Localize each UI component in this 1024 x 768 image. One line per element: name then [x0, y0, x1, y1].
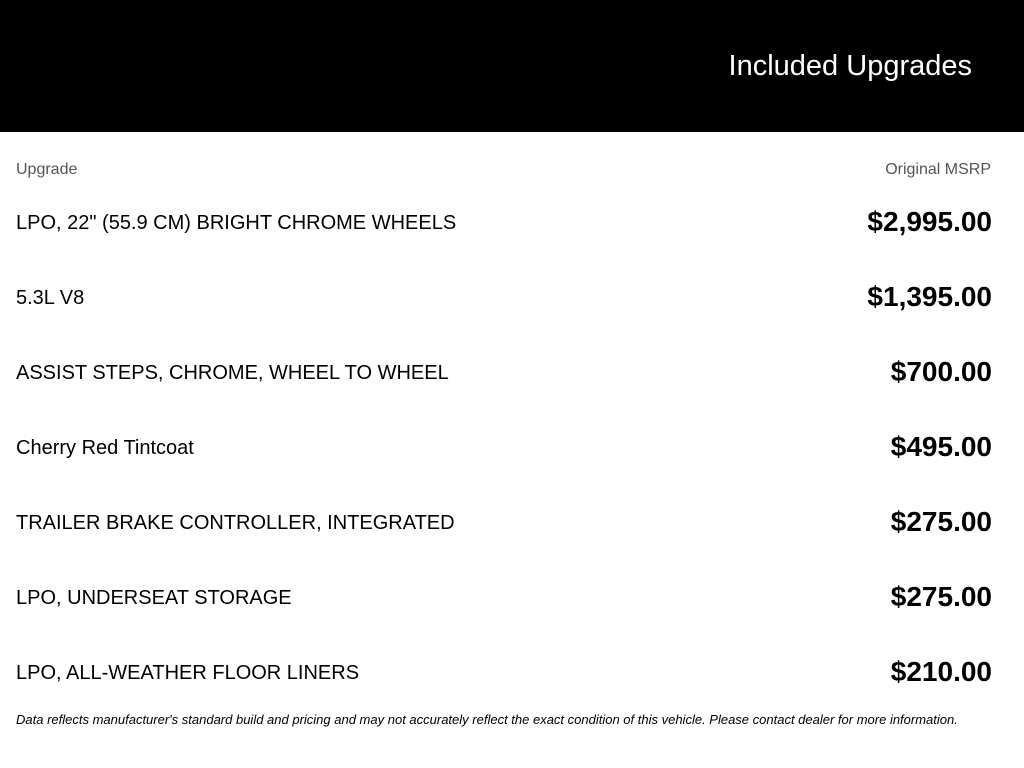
upgrade-price: $2,995.00 — [867, 206, 992, 237]
page-title: Included Upgrades — [728, 50, 972, 82]
list-item — [0, 260, 1024, 335]
list-item — [0, 485, 1024, 560]
list-item — [0, 335, 1024, 410]
list-item — [0, 185, 1024, 260]
upgrade-price: $495.00 — [890, 431, 992, 462]
list-item — [0, 560, 1024, 635]
list-item — [0, 410, 1024, 485]
upgrade-name: 5.3L V8 — [16, 287, 85, 309]
list-item — [0, 635, 1024, 710]
disclaimer-text: Data reflects manufacturer's standard build and pricing and may not accurately reflect the exact condition of this vehicle. Please contact dealer for more information. — [16, 712, 958, 727]
upgrade-price: $275.00 — [890, 581, 992, 612]
upgrade-price: $210.00 — [890, 656, 992, 687]
column-header-msrp: Original MSRP — [885, 161, 991, 178]
upgrade-price: $700.00 — [890, 356, 992, 387]
upgrades-list — [0, 185, 1024, 710]
column-header-upgrade: Upgrade — [16, 161, 78, 178]
upgrade-name: ASSIST STEPS, CHROME, WHEEL TO WHEEL — [16, 362, 449, 384]
upgrade-name: LPO, UNDERSEAT STORAGE — [16, 587, 292, 609]
upgrade-price: $275.00 — [890, 506, 992, 537]
upgrade-price: $1,395.00 — [867, 281, 992, 312]
header-banner — [0, 0, 1024, 132]
upgrade-name: TRAILER BRAKE CONTROLLER, INTEGRATED — [16, 512, 455, 534]
upgrade-name: LPO, 22" (55.9 CM) BRIGHT CHROME WHEELS — [16, 212, 457, 234]
upgrade-name: LPO, ALL-WEATHER FLOOR LINERS — [16, 662, 360, 684]
upgrade-name: Cherry Red Tintcoat — [16, 437, 194, 459]
